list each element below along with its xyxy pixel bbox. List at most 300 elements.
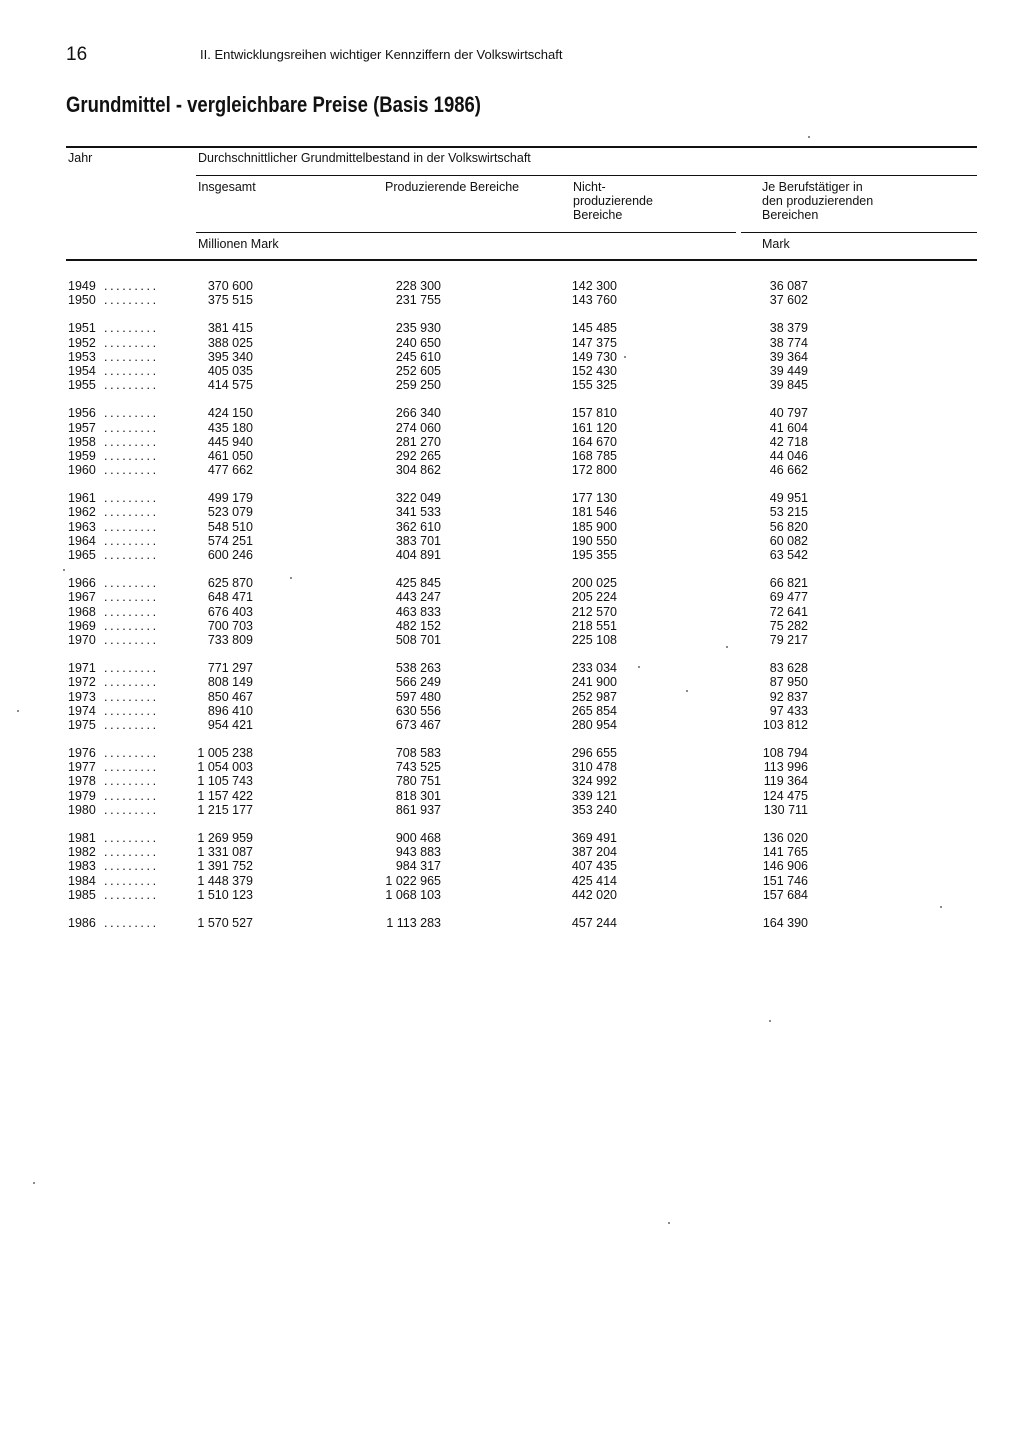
row-group xyxy=(0,279,1024,307)
value-cell: 600 246 xyxy=(207,548,253,562)
year-cell: 1959 xyxy=(68,448,96,463)
row-group xyxy=(0,916,1024,930)
value-cell: 574 251 xyxy=(207,533,253,548)
leader-dots: ......... xyxy=(104,788,159,803)
table-row xyxy=(0,789,1024,803)
value-cell: 324 992 xyxy=(571,774,617,789)
year-cell: 1983 xyxy=(68,859,96,874)
header-line: Bereiche xyxy=(573,208,623,222)
row-group xyxy=(0,491,1024,562)
value-cell: 212 570 xyxy=(571,604,617,619)
value-cell: 37 602 xyxy=(769,293,808,308)
year-cell: 1976 xyxy=(68,746,96,761)
leader-dots: ......... xyxy=(104,887,159,902)
value-cell: 177 130 xyxy=(571,491,617,506)
table-row xyxy=(0,746,1024,760)
value-cell: 38 379 xyxy=(769,321,808,336)
table-row xyxy=(0,534,1024,548)
value-cell: 387 204 xyxy=(571,845,617,860)
page-number: 16 xyxy=(66,44,88,65)
scan-speck xyxy=(63,569,65,571)
value-cell: 164 390 xyxy=(762,915,808,930)
year-cell: 1952 xyxy=(68,335,96,350)
value-cell: 954 421 xyxy=(207,717,253,732)
value-cell: 103 812 xyxy=(762,717,808,732)
value-cell: 370 600 xyxy=(207,279,253,293)
value-cell: 46 662 xyxy=(769,463,808,478)
year-cell: 1965 xyxy=(68,548,96,562)
unit-rule-left xyxy=(196,232,736,233)
year-cell: 1951 xyxy=(68,321,96,336)
value-cell: 200 025 xyxy=(571,576,617,591)
scan-speck xyxy=(33,1182,35,1184)
table-body xyxy=(0,279,1024,944)
unit-label-millionen-mark: Millionen Mark xyxy=(198,237,279,251)
value-cell: 228 300 xyxy=(395,279,441,293)
value-cell: 339 121 xyxy=(571,788,617,803)
leader-dots: ......... xyxy=(104,576,159,591)
value-cell: 152 430 xyxy=(571,363,617,378)
year-cell: 1973 xyxy=(68,689,96,704)
table-row xyxy=(0,633,1024,647)
value-cell: 310 478 xyxy=(571,760,617,775)
value-cell: 1 105 743 xyxy=(197,774,253,789)
year-cell: 1969 xyxy=(68,618,96,633)
column-header-year: Jahr xyxy=(68,151,93,165)
header-line: Bereichen xyxy=(762,208,819,222)
value-cell: 53 215 xyxy=(769,505,808,520)
value-cell: 108 794 xyxy=(762,746,808,761)
value-cell: 265 854 xyxy=(571,703,617,718)
table-row xyxy=(0,774,1024,788)
table-row xyxy=(0,704,1024,718)
value-cell: 1 022 965 xyxy=(385,873,441,888)
value-cell: 477 662 xyxy=(207,463,253,478)
value-cell: 124 475 xyxy=(762,788,808,803)
value-cell: 743 525 xyxy=(395,760,441,775)
value-cell: 597 480 xyxy=(395,689,441,704)
value-cell: 341 533 xyxy=(395,505,441,520)
value-cell: 252 987 xyxy=(571,689,617,704)
table-row xyxy=(0,406,1024,420)
value-cell: 119 364 xyxy=(763,774,808,789)
leader-dots: ......... xyxy=(104,618,159,633)
value-cell: 142 300 xyxy=(571,279,617,293)
value-cell: 296 655 xyxy=(571,746,617,761)
year-cell: 1962 xyxy=(68,505,96,520)
value-cell: 66 821 xyxy=(769,576,808,591)
value-cell: 185 900 xyxy=(571,519,617,534)
year-cell: 1970 xyxy=(68,632,96,647)
value-cell: 548 510 xyxy=(207,519,253,534)
column-header-je-berufstaetiger xyxy=(762,180,873,222)
leader-dots: ......... xyxy=(104,675,159,690)
value-cell: 304 862 xyxy=(395,463,441,478)
header-line: produzierende xyxy=(573,194,653,208)
value-cell: 259 250 xyxy=(395,378,441,393)
value-cell: 235 930 xyxy=(395,321,441,336)
value-cell: 395 340 xyxy=(207,349,253,364)
value-cell: 83 628 xyxy=(769,661,808,676)
value-cell: 240 650 xyxy=(395,335,441,350)
leader-dots: ......... xyxy=(104,406,159,421)
year-cell: 1977 xyxy=(68,760,96,775)
table-row xyxy=(0,718,1024,732)
table-row xyxy=(0,350,1024,364)
table-row xyxy=(0,845,1024,859)
leader-dots: ......... xyxy=(104,463,159,478)
leader-dots: ......... xyxy=(104,746,159,761)
leader-dots: ......... xyxy=(104,335,159,350)
scan-speck xyxy=(638,666,640,668)
leader-dots: ......... xyxy=(104,434,159,449)
table-row xyxy=(0,336,1024,350)
value-cell: 523 079 xyxy=(207,505,253,520)
column-group-rule xyxy=(196,175,977,176)
table-row xyxy=(0,760,1024,774)
value-cell: 353 240 xyxy=(571,802,617,817)
column-header-insgesamt: Insgesamt xyxy=(198,180,256,194)
year-cell: 1966 xyxy=(68,576,96,591)
year-cell: 1985 xyxy=(68,887,96,902)
value-cell: 425 414 xyxy=(571,873,617,888)
leader-dots: ......... xyxy=(104,604,159,619)
column-header-produzierende: Produzierende Bereiche xyxy=(385,180,520,194)
leader-dots: ......... xyxy=(104,519,159,534)
value-cell: 195 355 xyxy=(571,548,617,562)
value-cell: 97 433 xyxy=(769,703,808,718)
value-cell: 1 510 123 xyxy=(197,887,253,902)
table-row xyxy=(0,293,1024,307)
leader-dots: ......... xyxy=(104,831,159,845)
table-row xyxy=(0,321,1024,335)
value-cell: 113 996 xyxy=(763,760,808,775)
leader-dots: ......... xyxy=(104,420,159,435)
year-cell: 1964 xyxy=(68,533,96,548)
year-cell: 1955 xyxy=(68,378,96,393)
table-row xyxy=(0,803,1024,817)
leader-dots: ......... xyxy=(104,293,159,308)
value-cell: 39 845 xyxy=(769,378,808,393)
table-row xyxy=(0,435,1024,449)
value-cell: 1 269 959 xyxy=(197,831,253,845)
leader-dots: ......... xyxy=(104,703,159,718)
leader-dots: ......... xyxy=(104,760,159,775)
value-cell: 1 005 238 xyxy=(197,746,253,761)
year-cell: 1972 xyxy=(68,675,96,690)
leader-dots: ......... xyxy=(104,378,159,393)
value-cell: 482 152 xyxy=(395,618,441,633)
value-cell: 143 760 xyxy=(571,293,617,308)
table-row xyxy=(0,548,1024,562)
value-cell: 141 765 xyxy=(762,845,808,860)
leader-dots: ......... xyxy=(104,873,159,888)
table-header-bottom-rule xyxy=(66,259,977,261)
table-row xyxy=(0,661,1024,675)
table-top-rule xyxy=(66,146,977,148)
table-row xyxy=(0,449,1024,463)
value-cell: 896 410 xyxy=(207,703,253,718)
value-cell: 457 244 xyxy=(571,915,617,930)
value-cell: 292 265 xyxy=(395,448,441,463)
value-cell: 404 891 xyxy=(395,548,441,562)
value-cell: 1 068 103 xyxy=(385,887,441,902)
value-cell: 87 950 xyxy=(769,675,808,690)
leader-dots: ......... xyxy=(104,491,159,506)
leader-dots: ......... xyxy=(104,363,159,378)
value-cell: 771 297 xyxy=(207,661,253,676)
value-cell: 281 270 xyxy=(395,434,441,449)
row-group xyxy=(0,661,1024,732)
year-cell: 1984 xyxy=(68,873,96,888)
value-cell: 245 610 xyxy=(395,349,441,364)
table-row xyxy=(0,605,1024,619)
value-cell: 900 468 xyxy=(395,831,441,845)
value-cell: 443 247 xyxy=(395,590,441,605)
leader-dots: ......... xyxy=(104,915,159,930)
value-cell: 861 937 xyxy=(395,802,441,817)
value-cell: 1 331 087 xyxy=(197,845,253,860)
row-group xyxy=(0,831,1024,902)
value-cell: 984 317 xyxy=(395,859,441,874)
table-row xyxy=(0,874,1024,888)
table-row xyxy=(0,576,1024,590)
value-cell: 151 746 xyxy=(762,873,808,888)
table-row xyxy=(0,831,1024,845)
value-cell: 233 034 xyxy=(571,661,617,676)
value-cell: 39 449 xyxy=(769,363,808,378)
value-cell: 383 701 xyxy=(395,533,441,548)
year-cell: 1979 xyxy=(68,788,96,803)
value-cell: 1 448 379 xyxy=(197,873,253,888)
value-cell: 241 900 xyxy=(571,675,617,690)
value-cell: 435 180 xyxy=(207,420,253,435)
table-row xyxy=(0,491,1024,505)
year-cell: 1954 xyxy=(68,363,96,378)
value-cell: 538 263 xyxy=(395,661,441,676)
value-cell: 625 870 xyxy=(207,576,253,591)
unit-rule-right xyxy=(741,232,977,233)
table-row xyxy=(0,690,1024,704)
value-cell: 252 605 xyxy=(395,363,441,378)
value-cell: 499 179 xyxy=(207,491,253,506)
value-cell: 780 751 xyxy=(395,774,441,789)
leader-dots: ......... xyxy=(104,533,159,548)
year-cell: 1958 xyxy=(68,434,96,449)
scan-speck xyxy=(940,906,942,908)
table-row xyxy=(0,279,1024,293)
value-cell: 369 491 xyxy=(571,831,617,845)
value-cell: 92 837 xyxy=(769,689,808,704)
column-header-nichtproduzierende xyxy=(573,180,653,222)
value-cell: 49 951 xyxy=(769,491,808,506)
year-cell: 1967 xyxy=(68,590,96,605)
value-cell: 1 391 752 xyxy=(197,859,253,874)
value-cell: 42 718 xyxy=(769,434,808,449)
value-cell: 733 809 xyxy=(207,632,253,647)
value-cell: 231 755 xyxy=(395,293,441,308)
value-cell: 274 060 xyxy=(395,420,441,435)
value-cell: 375 515 xyxy=(207,293,253,308)
table-row xyxy=(0,378,1024,392)
value-cell: 405 035 xyxy=(207,363,253,378)
value-cell: 218 551 xyxy=(571,618,617,633)
leader-dots: ......... xyxy=(104,661,159,676)
value-cell: 676 403 xyxy=(207,604,253,619)
value-cell: 157 810 xyxy=(571,406,617,421)
year-cell: 1982 xyxy=(68,845,96,860)
value-cell: 442 020 xyxy=(571,887,617,902)
value-cell: 266 340 xyxy=(395,406,441,421)
header-line: den produzierenden xyxy=(762,194,874,208)
value-cell: 414 575 xyxy=(207,378,253,393)
table-row xyxy=(0,916,1024,930)
leader-dots: ......... xyxy=(104,802,159,817)
value-cell: 40 797 xyxy=(769,406,808,421)
year-cell: 1978 xyxy=(68,774,96,789)
header-line: Nicht- xyxy=(573,180,606,194)
table-row xyxy=(0,463,1024,477)
leader-dots: ......... xyxy=(104,689,159,704)
row-group xyxy=(0,406,1024,477)
table-row xyxy=(0,590,1024,604)
value-cell: 136 020 xyxy=(762,831,808,845)
value-cell: 445 940 xyxy=(207,434,253,449)
value-cell: 700 703 xyxy=(207,618,253,633)
value-cell: 168 785 xyxy=(571,448,617,463)
value-cell: 205 224 xyxy=(571,590,617,605)
value-cell: 508 701 xyxy=(395,632,441,647)
value-cell: 381 415 xyxy=(207,321,253,336)
value-cell: 56 820 xyxy=(769,519,808,534)
scan-speck xyxy=(624,356,626,358)
value-cell: 181 546 xyxy=(571,505,617,520)
year-cell: 1949 xyxy=(68,279,96,293)
value-cell: 155 325 xyxy=(571,378,617,393)
leader-dots: ......... xyxy=(104,859,159,874)
value-cell: 157 684 xyxy=(762,887,808,902)
year-cell: 1971 xyxy=(68,661,96,676)
year-cell: 1953 xyxy=(68,349,96,364)
year-cell: 1968 xyxy=(68,604,96,619)
value-cell: 1 157 422 xyxy=(197,788,253,803)
column-group-header: Durchschnittlicher Grundmittelbestand in der Volkswirtschaft xyxy=(198,151,531,165)
table-row xyxy=(0,619,1024,633)
running-header: II. Entwicklungsreihen wichtiger Kennziffern der Volkswirtschaft xyxy=(200,47,563,62)
value-cell: 190 550 xyxy=(571,533,617,548)
year-cell: 1956 xyxy=(68,406,96,421)
row-group xyxy=(0,321,1024,392)
scan-speck xyxy=(808,136,810,138)
value-cell: 130 711 xyxy=(763,802,808,817)
leader-dots: ......... xyxy=(104,717,159,732)
year-cell: 1957 xyxy=(68,420,96,435)
leader-dots: ......... xyxy=(104,321,159,336)
value-cell: 149 730 xyxy=(571,349,617,364)
page-title: Grundmittel - vergleichbare Preise (Basis 1986) xyxy=(66,92,481,117)
year-cell: 1974 xyxy=(68,703,96,718)
value-cell: 850 467 xyxy=(207,689,253,704)
value-cell: 808 149 xyxy=(207,675,253,690)
table-row xyxy=(0,859,1024,873)
value-cell: 161 120 xyxy=(571,420,617,435)
leader-dots: ......... xyxy=(104,505,159,520)
year-cell: 1980 xyxy=(68,802,96,817)
value-cell: 362 610 xyxy=(395,519,441,534)
year-cell: 1981 xyxy=(68,831,96,845)
value-cell: 75 282 xyxy=(769,618,808,633)
leader-dots: ......... xyxy=(104,845,159,860)
value-cell: 630 556 xyxy=(395,703,441,718)
value-cell: 146 906 xyxy=(762,859,808,874)
value-cell: 63 542 xyxy=(769,548,808,562)
scan-speck xyxy=(17,710,19,712)
leader-dots: ......... xyxy=(104,774,159,789)
leader-dots: ......... xyxy=(104,279,159,293)
value-cell: 38 774 xyxy=(769,335,808,350)
leader-dots: ......... xyxy=(104,448,159,463)
year-cell: 1975 xyxy=(68,717,96,732)
unit-label-mark: Mark xyxy=(762,237,790,251)
scan-speck xyxy=(726,646,728,648)
value-cell: 388 025 xyxy=(207,335,253,350)
value-cell: 36 087 xyxy=(769,279,808,293)
value-cell: 708 583 xyxy=(395,746,441,761)
scan-speck xyxy=(769,1020,771,1022)
leader-dots: ......... xyxy=(104,349,159,364)
value-cell: 225 108 xyxy=(571,632,617,647)
table-row xyxy=(0,520,1024,534)
year-cell: 1961 xyxy=(68,491,96,506)
row-group xyxy=(0,746,1024,817)
table-row xyxy=(0,364,1024,378)
value-cell: 69 477 xyxy=(769,590,808,605)
value-cell: 39 364 xyxy=(769,349,808,364)
table-row xyxy=(0,888,1024,902)
value-cell: 463 833 xyxy=(395,604,441,619)
value-cell: 818 301 xyxy=(395,788,441,803)
scan-speck xyxy=(290,577,292,579)
value-cell: 322 049 xyxy=(395,491,441,506)
scan-speck xyxy=(686,690,688,692)
year-cell: 1960 xyxy=(68,463,96,478)
value-cell: 44 046 xyxy=(769,448,808,463)
value-cell: 164 670 xyxy=(571,434,617,449)
value-cell: 648 471 xyxy=(207,590,253,605)
value-cell: 147 375 xyxy=(571,335,617,350)
leader-dots: ......... xyxy=(104,632,159,647)
scan-speck xyxy=(668,1222,670,1224)
table-row xyxy=(0,421,1024,435)
value-cell: 1 570 527 xyxy=(197,915,253,930)
leader-dots: ......... xyxy=(104,548,159,562)
value-cell: 172 800 xyxy=(571,463,617,478)
value-cell: 79 217 xyxy=(769,632,808,647)
value-cell: 943 883 xyxy=(395,845,441,860)
year-cell: 1986 xyxy=(68,915,96,930)
table-row xyxy=(0,675,1024,689)
table-row xyxy=(0,505,1024,519)
value-cell: 280 954 xyxy=(571,717,617,732)
value-cell: 566 249 xyxy=(395,675,441,690)
header-line: Je Berufstätiger in xyxy=(762,180,863,194)
value-cell: 1 054 003 xyxy=(197,760,253,775)
value-cell: 145 485 xyxy=(571,321,617,336)
value-cell: 425 845 xyxy=(395,576,441,591)
value-cell: 424 150 xyxy=(207,406,253,421)
value-cell: 72 641 xyxy=(769,604,808,619)
value-cell: 1 215 177 xyxy=(197,802,253,817)
